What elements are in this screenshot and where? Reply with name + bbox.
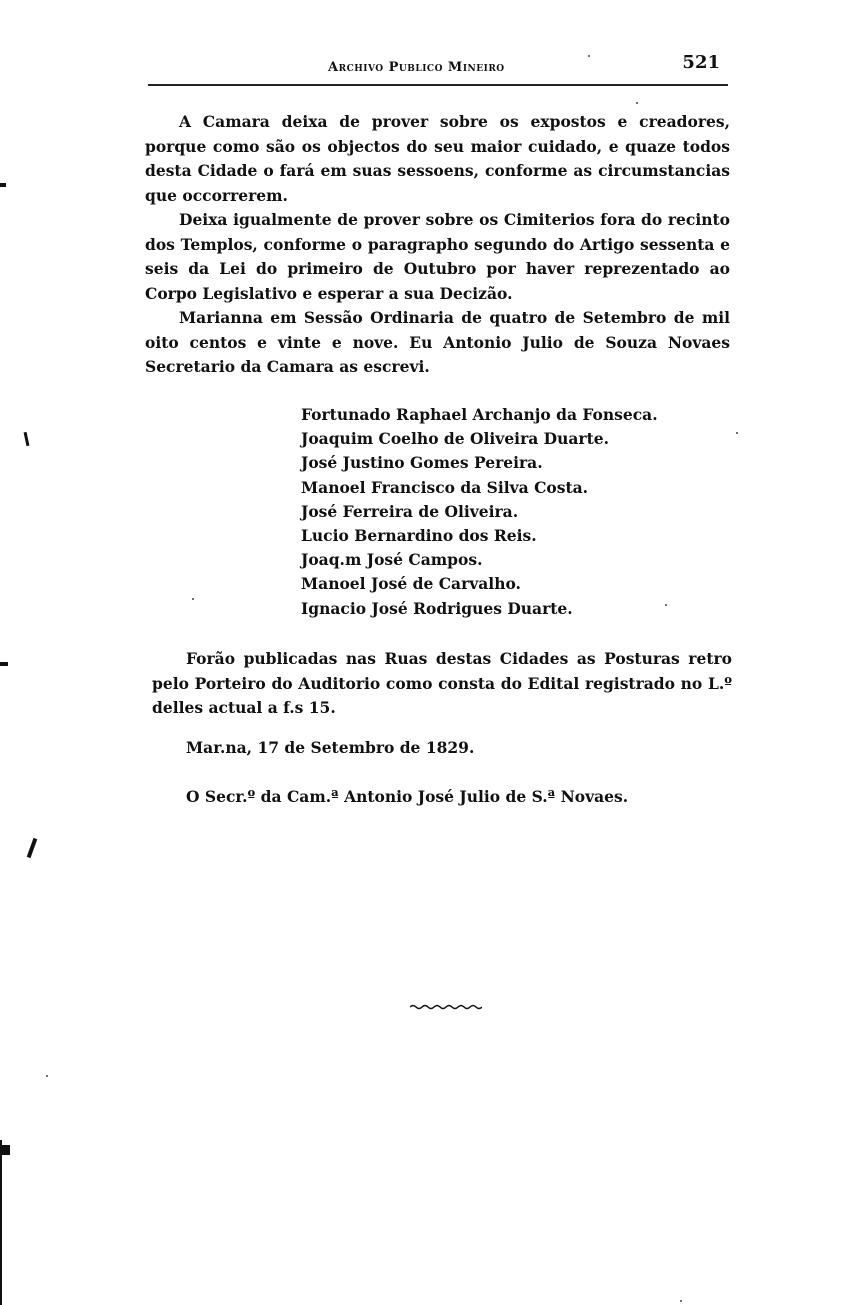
signature-list — [301, 403, 658, 621]
page-number: 521 — [682, 52, 720, 73]
signature-line: Joaq.m José Campos. — [301, 550, 483, 570]
publication-note-text: Forão publicadas nas Ruas destas Cidades as Posturas retro pelo Porteiro do Auditorio como consta do Edital registrado no L.º delles actual a f.s 15. — [152, 649, 732, 717]
running-header-title: Archivo Publico Mineiro — [328, 60, 505, 75]
end-ornament — [410, 1004, 482, 1010]
scan-speck — [588, 55, 590, 57]
signature-line: Manoel Francisco da Silva Costa. — [301, 477, 589, 497]
secretary-line: O Secr.º da Cam.ª Antonio José Julio de S.ª Novaes. — [186, 787, 629, 806]
scan-speck — [680, 1300, 682, 1302]
signature-line: Ignacio José Rodrigues Duarte. — [301, 598, 573, 618]
signature-line: José Ferreira de Oliveira. — [301, 501, 519, 521]
scan-mark — [0, 183, 6, 187]
paragraph-sessao: Marianna em Sessão Ordinaria de quatro de Setembro de mil oito centos e vinte e nove. Eu Antonio Julio de Souza Novaes Secretario da Camara as escrevi. — [145, 308, 730, 376]
signature-line: Lucio Bernardino dos Reis. — [301, 526, 537, 546]
body-text — [145, 110, 730, 380]
signature-line: Fortunado Raphael Archanjo da Fonseca. — [301, 405, 658, 424]
scan-mark — [27, 838, 38, 858]
publication-note — [152, 647, 732, 721]
signature-line: Manoel José de Carvalho. — [301, 574, 521, 594]
scan-mark — [0, 1140, 2, 1305]
scan-speck — [636, 102, 638, 104]
paragraph-cimiterios: Deixa igualmente de prover sobre os Cimiterios fora do recinto dos Templos, conforme o paragrapho segundo do Artigo sessenta e seis da Lei do primeiro de Outubro por haver reprezentado ao Corpo Legislativo e esperar a sua Decizão. — [145, 210, 730, 303]
scan-mark — [2, 1145, 10, 1155]
paragraph-expostos: A Camara deixa de prover sobre os expostos e creadores, porque como são os objectos do seu maior cuidado, e quaze todos desta Cidade o fará em suas sessoens, conforme as circumstancias que occorrerem. — [145, 112, 730, 205]
signature-line: José Justino Gomes Pereira. — [301, 453, 543, 473]
scan-speck — [665, 604, 667, 606]
scan-speck — [736, 432, 738, 434]
date-line: Mar.na, 17 de Setembro de 1829. — [186, 738, 475, 757]
header-rule — [148, 84, 728, 86]
signature-line: Joaquim Coelho de Oliveira Duarte. — [301, 429, 610, 449]
scan-speck — [192, 598, 194, 600]
running-header — [148, 52, 728, 82]
scan-mark — [0, 662, 8, 666]
scan-mark — [24, 432, 30, 446]
scan-speck — [46, 1075, 48, 1077]
